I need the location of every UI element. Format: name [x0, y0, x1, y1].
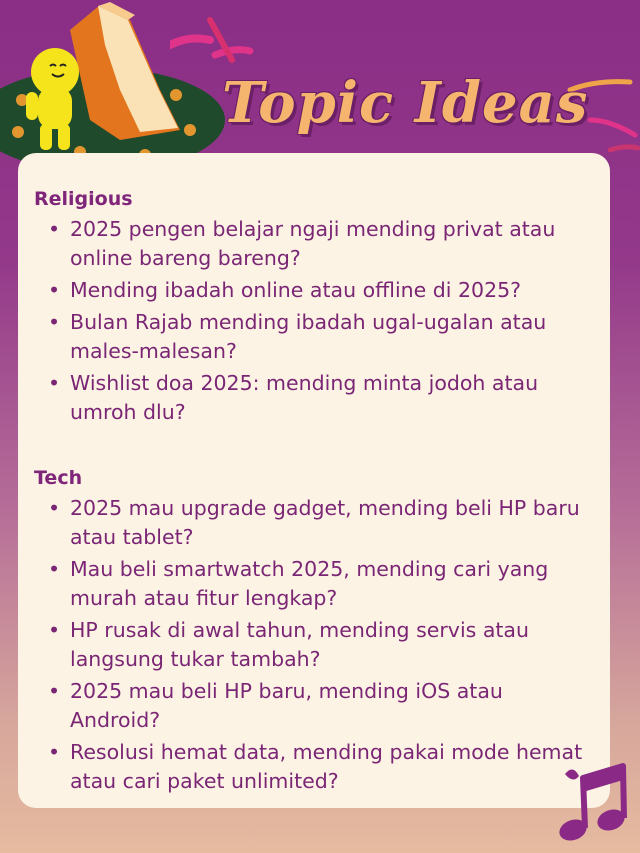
- topic-list: [34, 215, 590, 427]
- list-item: • 2025 mau upgrade gadget, mending beli HP baru atau tablet?: [34, 494, 590, 552]
- list-item: • HP rusak di awal tahun, mending servis atau langsung tukar tambah?: [34, 616, 590, 674]
- page-title: Topic Ideas: [222, 70, 589, 136]
- topic-card: [18, 153, 610, 808]
- section-tech: [34, 466, 590, 796]
- list-item: • Bulan Rajab mending ibadah ugal-ugalan atau males-malesan?: [34, 308, 590, 366]
- list-item: • Wishlist doa 2025: mending minta jodoh atau umroh dlu?: [34, 369, 590, 427]
- list-item: • Resolusi hemat data, mending pakai mode hemat atau cari paket unlimited?: [34, 738, 590, 796]
- list-item: • 2025 mau beli HP baru, mending iOS atau Android?: [34, 677, 590, 735]
- list-item: • 2025 pengen belajar ngaji mending privat atau online bareng bareng?: [34, 215, 590, 273]
- list-item: • Mending ibadah online atau offline di 2025?: [34, 276, 590, 305]
- section-heading: Tech: [34, 467, 83, 489]
- topic-list: [34, 494, 590, 796]
- list-item: • Mau beli smartwatch 2025, mending cari yang murah atau fitur lengkap?: [34, 555, 590, 613]
- section-religious: [34, 187, 590, 427]
- music-note-icon: [555, 760, 635, 845]
- section-heading: Religious: [34, 188, 133, 210]
- smiley-character-icon: [20, 42, 90, 157]
